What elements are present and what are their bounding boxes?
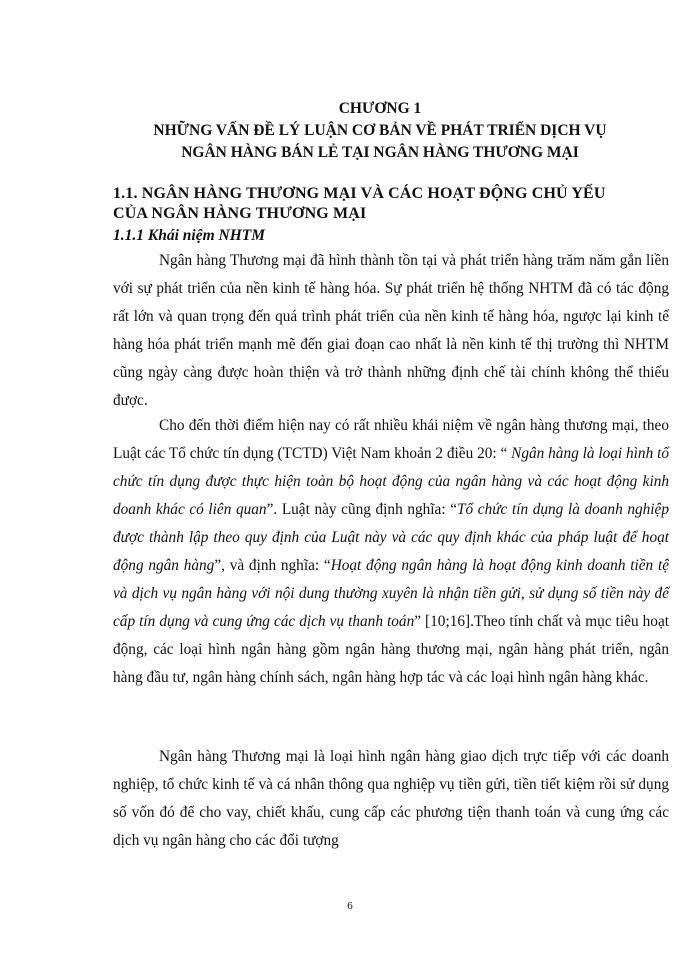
chapter-heading	[80, 98, 680, 164]
subsection-heading: 1.1.1 Khái niệm NHTM	[113, 227, 266, 244]
p2-text-c: ”, và định nghĩa: “	[214, 557, 331, 574]
paragraph-3: Ngân hàng Thương mại là loại hình ngân hàng giao dịch trực tiếp với các doanh nghiệp, tổ chức kinh tế và cá nhân thông qua nghiệp vụ tiền gửi, tiền tiết kiệm rồi sử dụng số vốn đó để cho vay, chiết khấu, cung cấp các phương tiện thanh toán và cung ứng các dịch vụ ngân hàng cho các đối tượng	[113, 748, 669, 849]
section-heading-line1: 1.1. NGÂN HÀNG THƯƠNG MẠI VÀ CÁC HOẠT ĐỘNG CHỦ YẾU	[113, 185, 606, 202]
page-number: 6	[347, 900, 353, 912]
p2-text-a: Cho đến thời điểm hiện nay có rất nhiều khái niệm về ngân hàng thương mại, theo Luật các Tổ chức tín dụng (TCTD) Việt Nam khoản 2 điều 20: “	[113, 417, 669, 462]
section-heading-line2: CỦA NGÂN HÀNG THƯƠNG MẠI	[113, 205, 367, 222]
paragraph-1: Ngân hàng Thương mại đã hình thành tồn tại và phát triển hàng trăm năm gắn liền với sự phát triển của nền kinh tế hàng hóa. Sự phát triển hệ thống NHTM đã có tác động rất lớn và quan trọng đến quá trình phát triển của nền kinh tế hàng hóa, ngược lại kinh tế hàng hóa phát triển mạnh mẽ đến giai đoạn cao nhất là nền kinh tế thị trường thì NHTM cũng ngày càng được hoàn thiện và trở thành những định chế tài chính không thể thiếu được.	[113, 252, 669, 409]
chapter-title-line1: NHỮNG VẤN ĐỀ LÝ LUẬN CƠ BẢN VỀ PHÁT TRIỂN DỊCH VỤ	[153, 122, 607, 139]
p2-quote-1: Ngân hàng là loại hình tổ chức tín dụng được thực hiện toàn bộ hoạt động của ngân hàng và các hoạt động kinh doanh khác có liên quan	[113, 445, 669, 518]
paragraph-2	[113, 412, 669, 692]
p2-text-b: ”. Luật này cũng định nghĩa: “	[266, 501, 457, 518]
section-heading	[113, 184, 683, 224]
chapter-title-line2: NGÂN HÀNG BÁN LẺ TẠI NGÂN HÀNG THƯƠNG MẠI	[181, 144, 579, 161]
p2-quote-3: Hoạt động ngân hàng là hoạt động kinh doanh tiền tệ và dịch vụ ngân hàng với nội dung thường xuyên là nhận tiền gửi, sử dụng số tiền này để cấp tín dụng và cung ứng các dịch vụ thanh toán	[113, 557, 669, 630]
p2-quote-2: Tổ chức tín dụng là doanh nghiệp được thành lập theo quy định của Luật này và các quy định khác của pháp luật để hoạt động ngân hàng	[113, 501, 669, 574]
chapter-number: CHƯƠNG 1	[338, 100, 422, 117]
p2-text-d: ” [10;16].Theo tính chất và mục tiêu hoạt động, các loại hình ngân hàng gồm ngân hàng thương mại, ngân hàng phát triển, ngân hàng đầu tư, ngân hàng chính sách, ngân hàng hợp tác và các loại hình ngân hàng khác.	[113, 613, 669, 686]
